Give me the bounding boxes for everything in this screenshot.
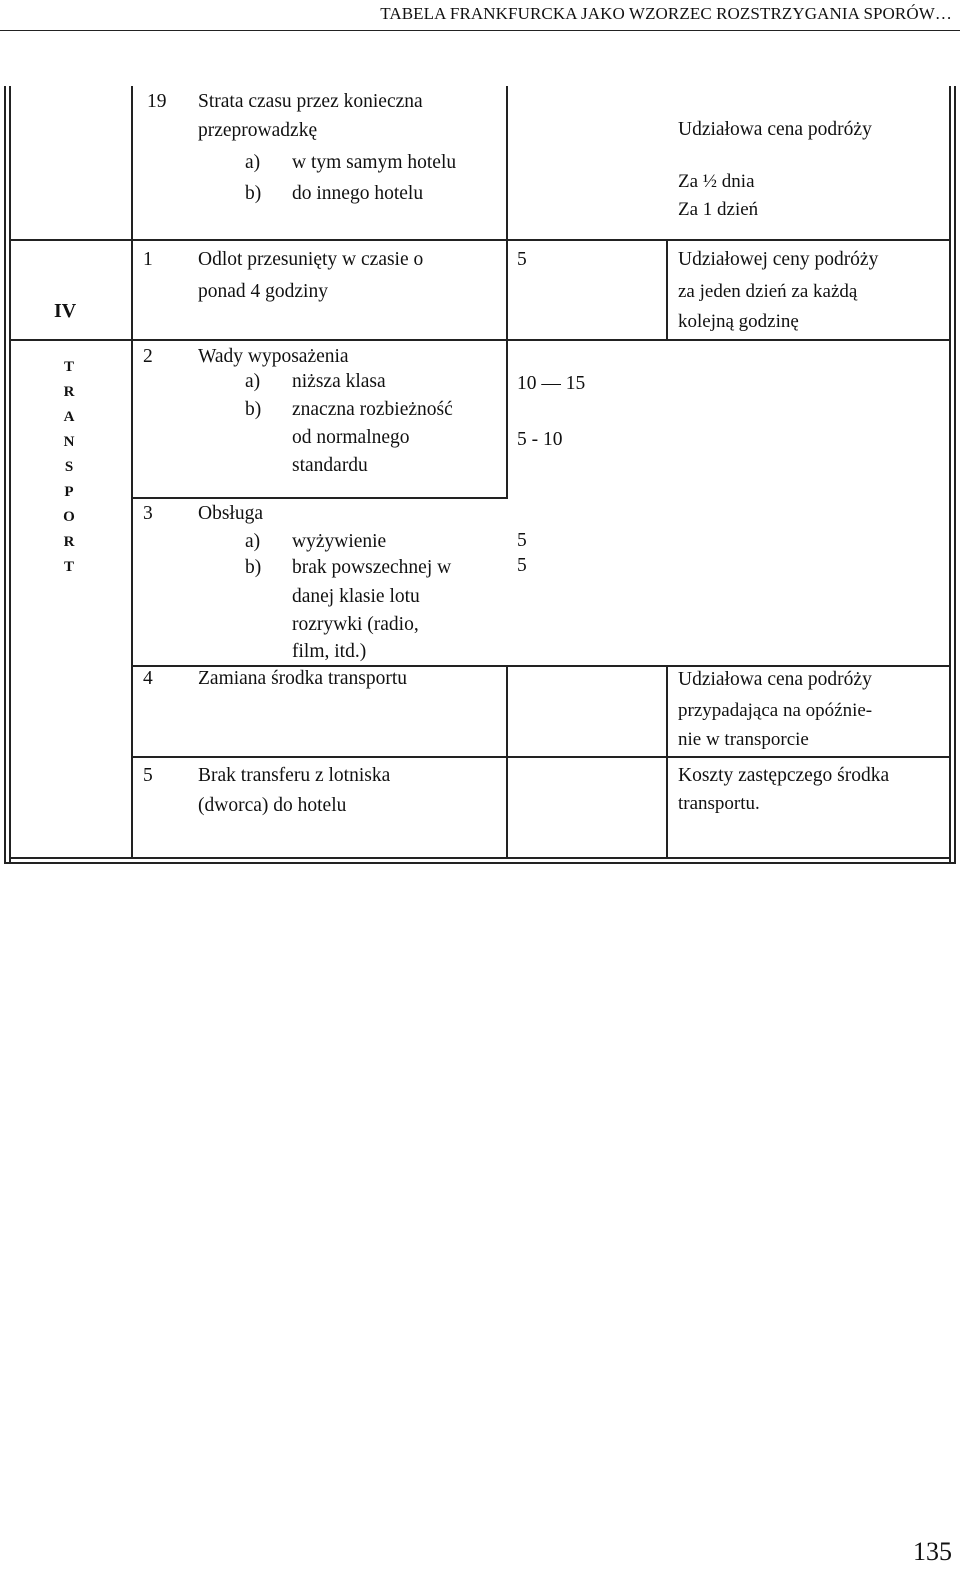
compensation-text: Koszty zastępczego środka <box>678 765 890 786</box>
compensation-text: za jeden dzień za każdą <box>678 281 858 302</box>
row-number: 5 <box>143 765 153 786</box>
percent-value: 5 <box>517 555 527 576</box>
percent-value: 5 <box>517 530 527 551</box>
row-text: (dworca) do hotelu <box>198 795 347 816</box>
item-text: wyżywienie <box>292 531 387 552</box>
percent-value: 5 - 10 <box>517 429 563 450</box>
vertical-letter: R <box>63 534 75 550</box>
vertical-letter: R <box>63 384 75 400</box>
row-number: 3 <box>143 503 153 524</box>
compensation-text: nie w transporcie <box>678 729 809 750</box>
item-label: a) <box>245 531 261 552</box>
vertical-letter: P <box>64 484 74 500</box>
row-divider-3 <box>132 497 508 499</box>
item-text: film, itd.) <box>292 641 367 662</box>
row-text: ponad 4 godziny <box>198 281 328 302</box>
row-text: Strata czasu przez konieczna <box>198 91 423 112</box>
column-divider-2c <box>506 666 508 859</box>
table-bottom-border-inner <box>9 857 951 859</box>
running-header: TABELA FRANKFURCKA JAKO WZORZEC ROZSTRZYGANIA SPORÓW… <box>380 4 952 23</box>
row-number: 2 <box>143 346 153 367</box>
row-number: 4 <box>143 668 153 689</box>
table-right-border-inner <box>949 86 951 864</box>
compensation-text: Udziałowa cena podróży <box>678 669 872 690</box>
row-number: 1 <box>143 249 153 270</box>
section-roman-numeral: IV <box>54 300 77 322</box>
vertical-letter: A <box>63 409 75 425</box>
item-text: danej klasie lotu <box>292 586 420 607</box>
row-divider-5 <box>132 756 951 758</box>
compensation-text: Udziałowej ceny podróży <box>678 249 879 270</box>
column-divider-2b <box>506 240 508 498</box>
compensation-text: Udziałowa cena podróży <box>678 119 872 140</box>
vertical-letter: T <box>63 559 74 575</box>
table-right-border-outer <box>954 86 956 864</box>
compensation-text: Za ½ dnia <box>678 171 755 192</box>
item-label: b) <box>245 183 262 204</box>
item-text: brak powszechnej w <box>292 557 452 578</box>
item-text: rozrywki (radio, <box>292 614 419 635</box>
column-divider-2 <box>506 86 508 239</box>
column-divider-3 <box>666 240 668 340</box>
item-text: od normalnego <box>292 427 410 448</box>
item-text: do innego hotelu <box>292 183 424 204</box>
item-text: standardu <box>292 455 368 476</box>
percent-value: 5 <box>517 249 527 270</box>
column-divider-3b <box>666 666 668 859</box>
page-number: 135 <box>913 1537 952 1566</box>
header-rule <box>0 30 960 31</box>
compensation-text: kolejną godzinę <box>678 311 799 332</box>
item-label: b) <box>245 399 262 420</box>
compensation-text: przypadająca na opóźnie- <box>678 700 873 721</box>
row-text: Odlot przesunięty w czasie o <box>198 249 424 270</box>
row-divider-1 <box>9 239 951 241</box>
table-left-border-inner <box>9 86 11 864</box>
row-title: Obsługa <box>198 503 263 524</box>
item-label: a) <box>245 152 261 173</box>
row-text: przeprowadzkę <box>198 120 318 141</box>
item-text: znaczna rozbieżność <box>292 399 453 420</box>
percent-value: 10 — 15 <box>517 373 586 394</box>
column-divider-1 <box>131 86 133 859</box>
row-title: Wady wyposażenia <box>198 346 349 367</box>
item-text: niższa klasa <box>292 371 386 392</box>
vertical-letter: S <box>64 459 74 475</box>
compensation-text: Za 1 dzień <box>678 199 759 220</box>
section-divider <box>9 339 132 341</box>
row-text: Brak transferu z lotniska <box>198 765 391 786</box>
item-text: w tym samym hotelu <box>292 152 457 173</box>
row-divider-2 <box>132 339 951 341</box>
item-label: b) <box>245 557 262 578</box>
row-number: 19 <box>147 91 167 112</box>
table-left-border-outer <box>4 86 6 864</box>
vertical-letter: N <box>63 434 75 450</box>
section-vertical-label <box>62 355 76 580</box>
row-title: Zamiana środka transportu <box>198 668 408 689</box>
compensation-text: transportu. <box>678 793 760 814</box>
item-label: a) <box>245 371 261 392</box>
table-bottom-border-outer <box>4 862 956 864</box>
vertical-letter: T <box>63 359 74 375</box>
vertical-letter: O <box>63 509 75 525</box>
